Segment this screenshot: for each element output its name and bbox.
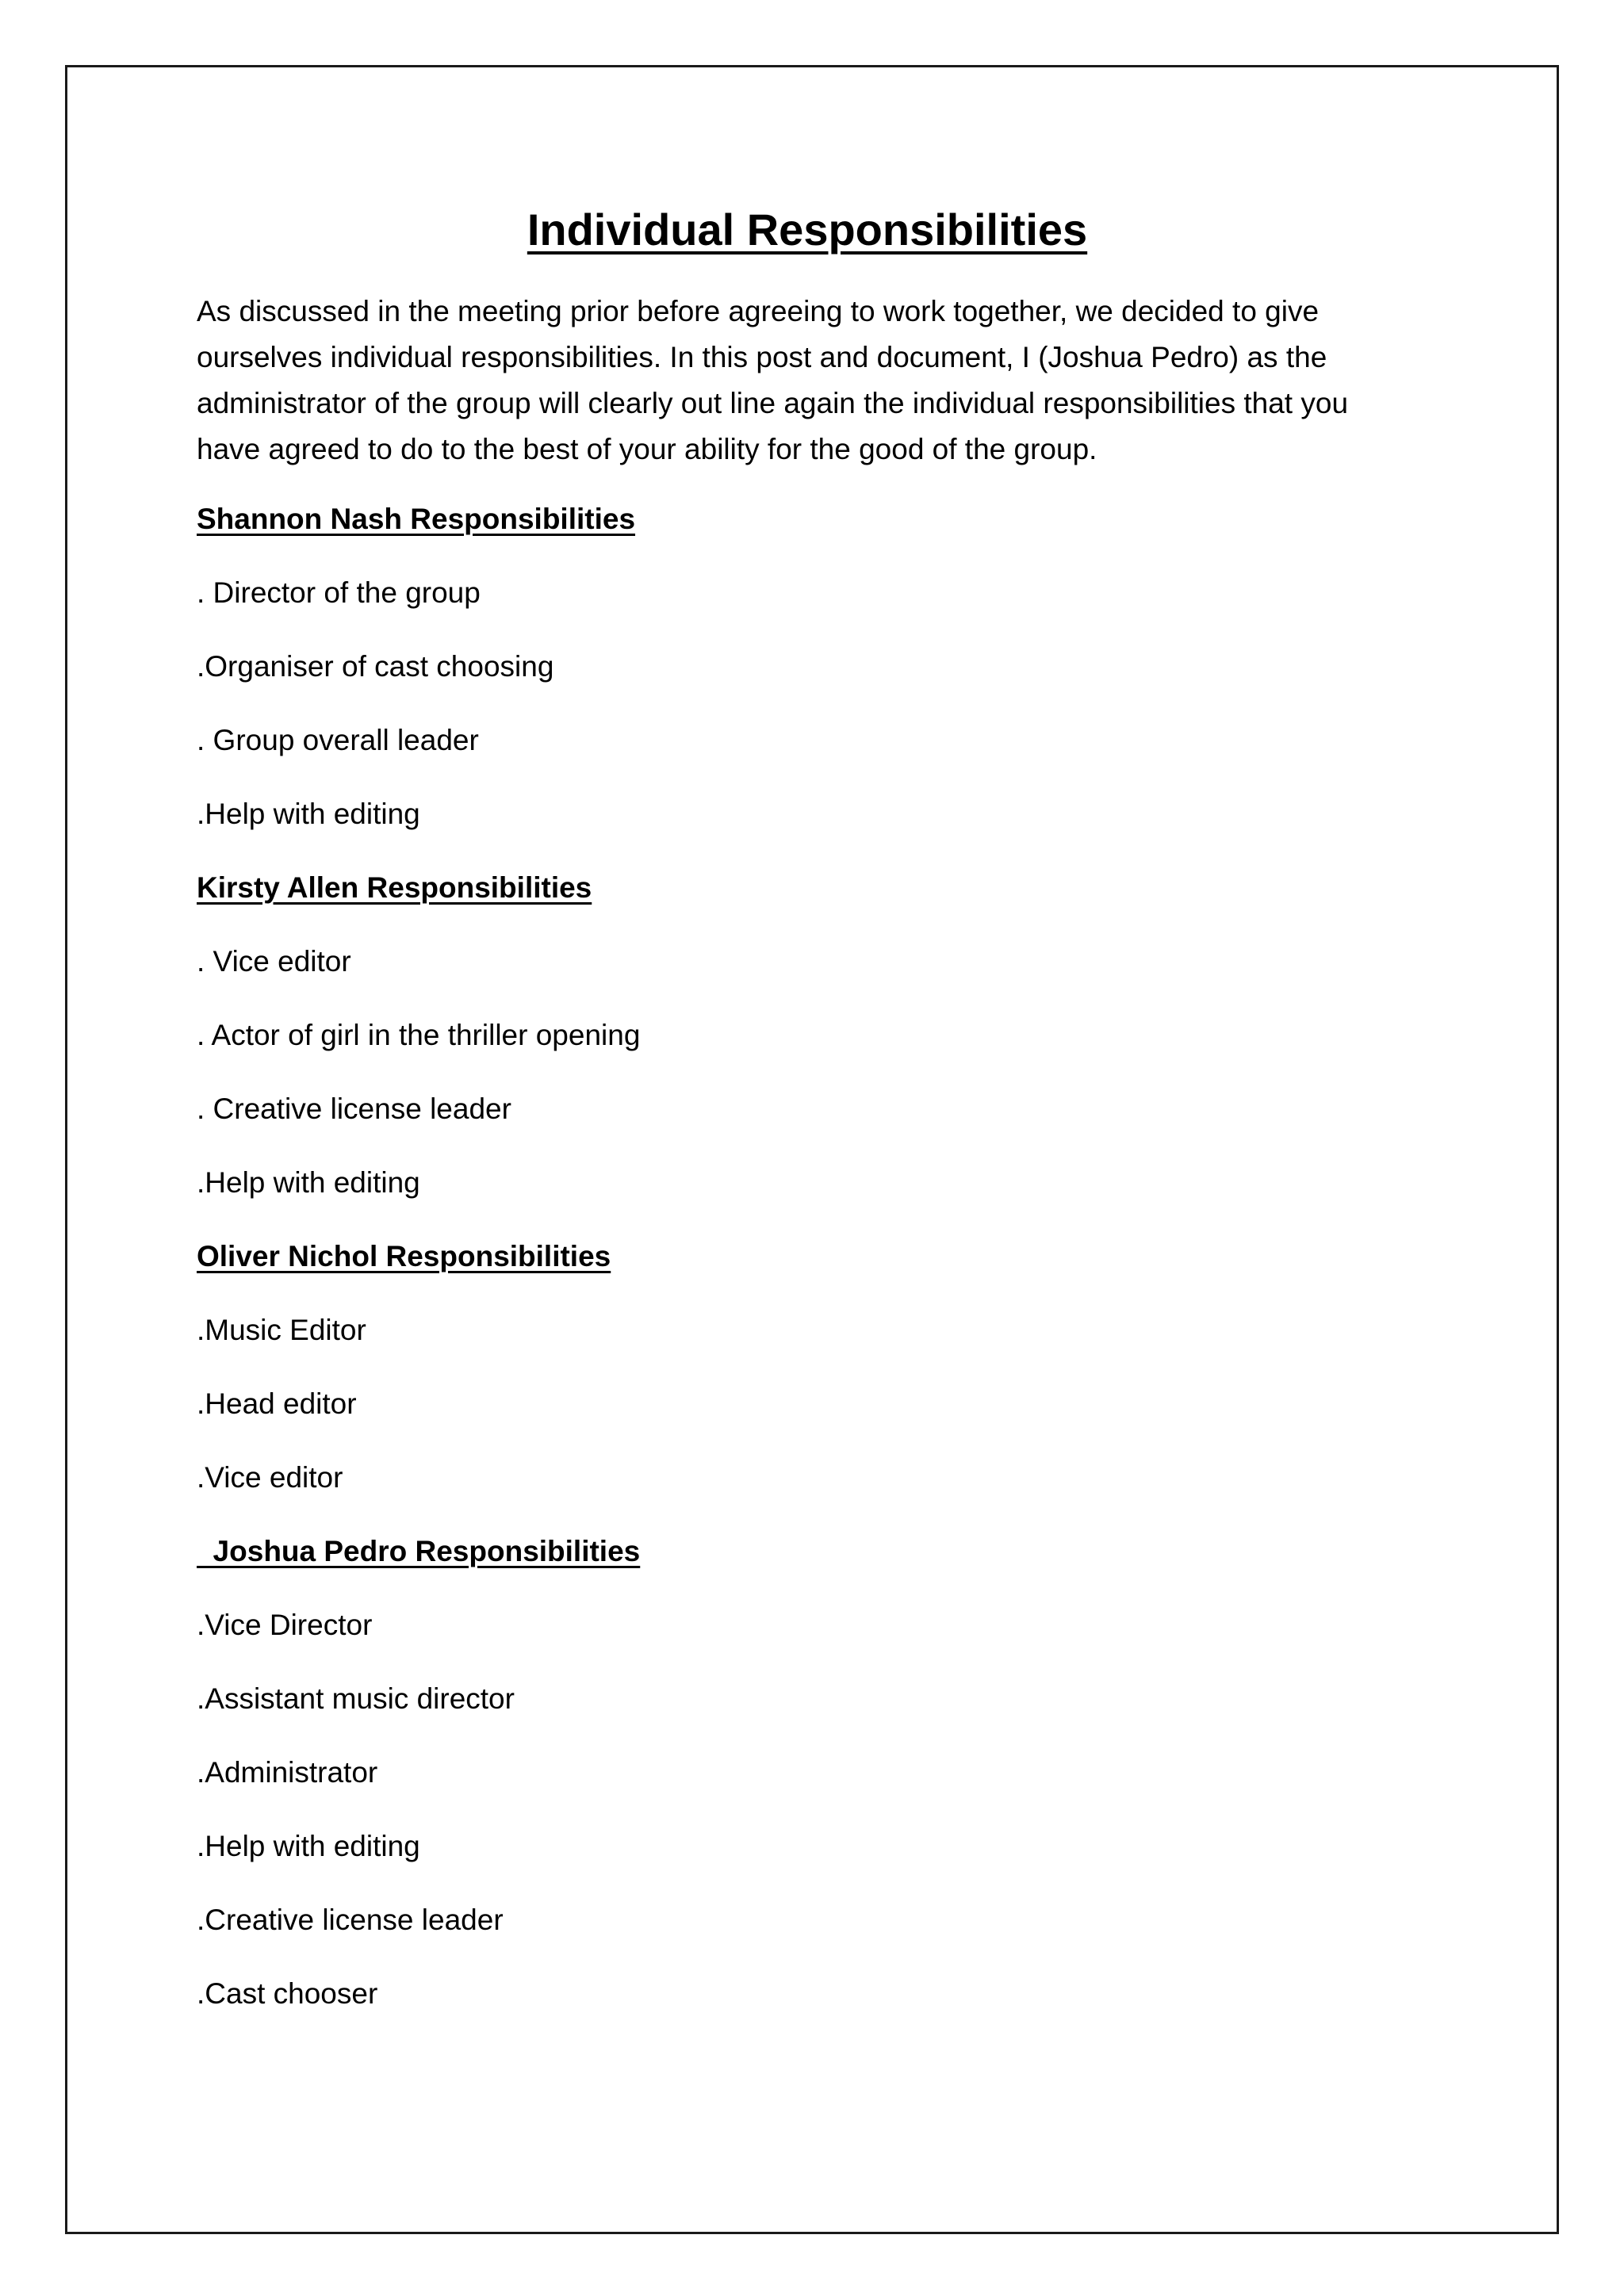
section-heading: Joshua Pedro Responsibilities — [197, 1535, 641, 1567]
list-item: . Director of the group — [197, 576, 481, 609]
list-item: . Group overall leader — [197, 724, 479, 756]
list-item: . Vice editor — [197, 945, 351, 978]
list-item: .Head editor — [197, 1387, 357, 1420]
list-item: .Vice editor — [197, 1461, 343, 1494]
section-joshua-pedro — [197, 1529, 1418, 2045]
section-oliver-nichol — [197, 1234, 1418, 1529]
document-body — [197, 198, 1418, 2045]
list-item: .Cast chooser — [197, 1977, 378, 2010]
section-heading: Oliver Nichol Responsibilities — [197, 1240, 611, 1272]
list-item: .Vice Director — [197, 1609, 373, 1641]
section-kirsty-allen — [197, 865, 1418, 1234]
list-item: .Help with editing — [197, 798, 420, 830]
list-item: .Creative license leader — [197, 1904, 504, 1936]
intro-paragraph: As discussed in the meeting prior before agreeing to work together, we decided to give ourselves individual responsibilities. In this post and document, I (Joshua Pedro) as the administrator of the group will clearly out line again the individual responsibilities that you have agreed to do to the best of your ability for the good of the group. — [197, 295, 1349, 465]
list-item: .Administrator — [197, 1756, 378, 1789]
list-item: . Actor of girl in the thriller opening — [197, 1019, 641, 1051]
list-item: .Help with editing — [197, 1830, 420, 1862]
list-item: .Assistant music director — [197, 1682, 515, 1715]
document-title: Individual Responsibilities — [527, 205, 1088, 254]
list-item: .Help with editing — [197, 1166, 420, 1199]
list-item: . Creative license leader — [197, 1093, 511, 1125]
list-item: .Music Editor — [197, 1314, 366, 1346]
section-shannon-nash — [197, 496, 1418, 865]
section-heading: Shannon Nash Responsibilities — [197, 503, 636, 535]
section-heading: Kirsty Allen Responsibilities — [197, 871, 592, 904]
list-item: .Organiser of cast choosing — [197, 650, 554, 683]
